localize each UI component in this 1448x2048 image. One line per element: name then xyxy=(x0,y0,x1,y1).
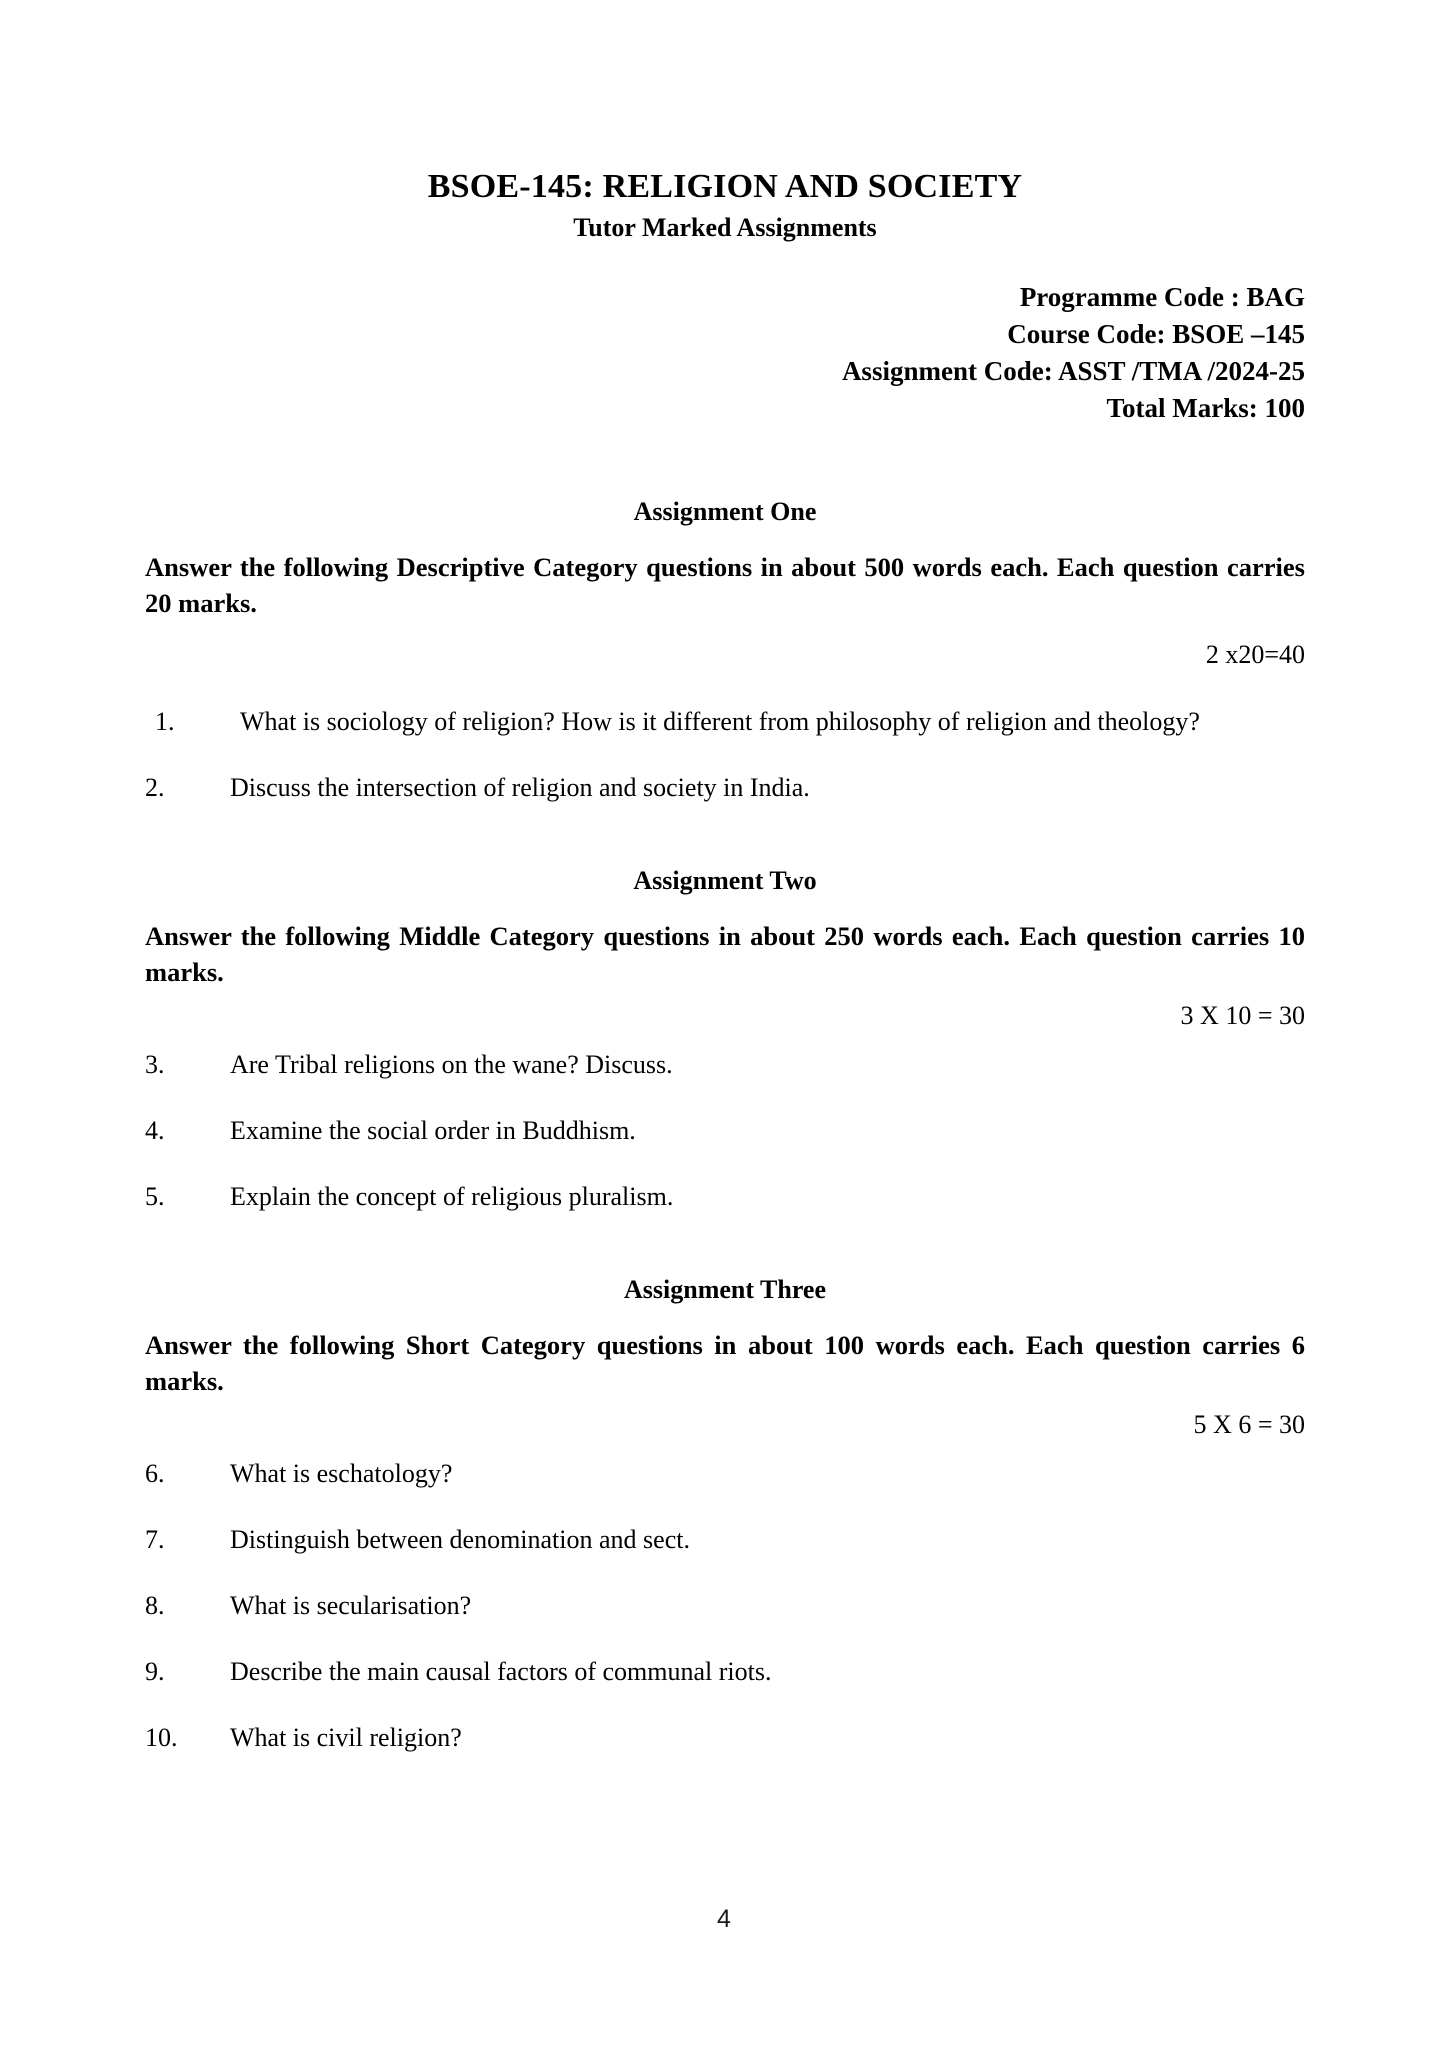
question-text: What is secularisation? xyxy=(230,1591,472,1621)
question-item xyxy=(145,704,1305,740)
course-code: Course Code: BSOE –145 xyxy=(1007,319,1305,350)
question-number: 9. xyxy=(145,1656,165,1686)
question-text: What is civil religion? xyxy=(230,1722,462,1752)
page-content xyxy=(145,0,1305,1756)
section-instruction-assignment-two: Answer the following Middle Category questions in about 250 words each. Each question carries 10 marks. xyxy=(145,921,1305,988)
question-item xyxy=(145,770,1305,806)
question-text: What is eschatology? xyxy=(230,1459,453,1489)
question-text: Explain the concept of religious pluralism. xyxy=(230,1182,674,1212)
section-marks-assignment-two: 3 X 10 = 30 xyxy=(1180,1001,1305,1031)
page-subtitle: Tutor Marked Assignments xyxy=(573,213,877,243)
section-heading-assignment-three: Assignment Three xyxy=(624,1275,826,1305)
assignment-code: Assignment Code: ASST /TMA /2024-25 xyxy=(841,356,1305,387)
question-number: 7. xyxy=(145,1525,165,1555)
question-text: Discuss the intersection of religion and society in India. xyxy=(230,773,810,803)
total-marks: Total Marks: 100 xyxy=(1106,393,1305,424)
question-text: What is sociology of religion? How is it different from philosophy of religion and theology? xyxy=(240,707,1200,737)
question-number: 6. xyxy=(145,1459,165,1489)
page-title: BSOE-145: RELIGION AND SOCIETY xyxy=(427,168,1023,205)
programme-code: Programme Code : BAG xyxy=(1019,282,1305,313)
question-item xyxy=(145,1179,1305,1215)
question-list-assignment-three xyxy=(145,1456,1305,1755)
section-instruction-assignment-three: Answer the following Short Category questions in about 100 words each. Each question carries 6 marks. xyxy=(145,1330,1305,1397)
question-number: 2. xyxy=(145,773,165,803)
question-number: 1. xyxy=(155,707,175,737)
question-number: 8. xyxy=(145,1591,165,1621)
section-marks-assignment-one: 2 x20=40 xyxy=(1205,640,1305,670)
course-meta-block xyxy=(145,279,1305,427)
section-marks-assignment-three: 5 X 6 = 30 xyxy=(1193,1410,1305,1440)
question-text: Describe the main causal factors of communal riots. xyxy=(230,1656,772,1686)
question-list-assignment-one xyxy=(145,704,1305,806)
question-item xyxy=(145,1522,1305,1558)
question-item xyxy=(145,1720,1305,1756)
question-number: 10. xyxy=(145,1722,178,1752)
section-heading-assignment-one: Assignment One xyxy=(633,497,817,527)
question-item xyxy=(145,1047,1305,1083)
question-text: Distinguish between denomination and sect. xyxy=(230,1525,690,1555)
question-text: Examine the social order in Buddhism. xyxy=(230,1116,636,1146)
page-number: 4 xyxy=(717,1905,731,1933)
question-item xyxy=(145,1113,1305,1149)
question-list-assignment-two xyxy=(145,1047,1305,1215)
question-item xyxy=(145,1456,1305,1492)
question-item xyxy=(145,1654,1305,1690)
question-number: 3. xyxy=(145,1050,165,1080)
question-number: 4. xyxy=(145,1116,165,1146)
section-instruction-assignment-one: Answer the following Descriptive Category questions in about 500 words each. Each question carries 20 marks. xyxy=(145,552,1305,619)
question-text: Are Tribal religions on the wane? Discuss. xyxy=(230,1050,673,1080)
section-heading-assignment-two: Assignment Two xyxy=(633,866,817,896)
question-number: 5. xyxy=(145,1182,165,1212)
question-item xyxy=(145,1588,1305,1624)
